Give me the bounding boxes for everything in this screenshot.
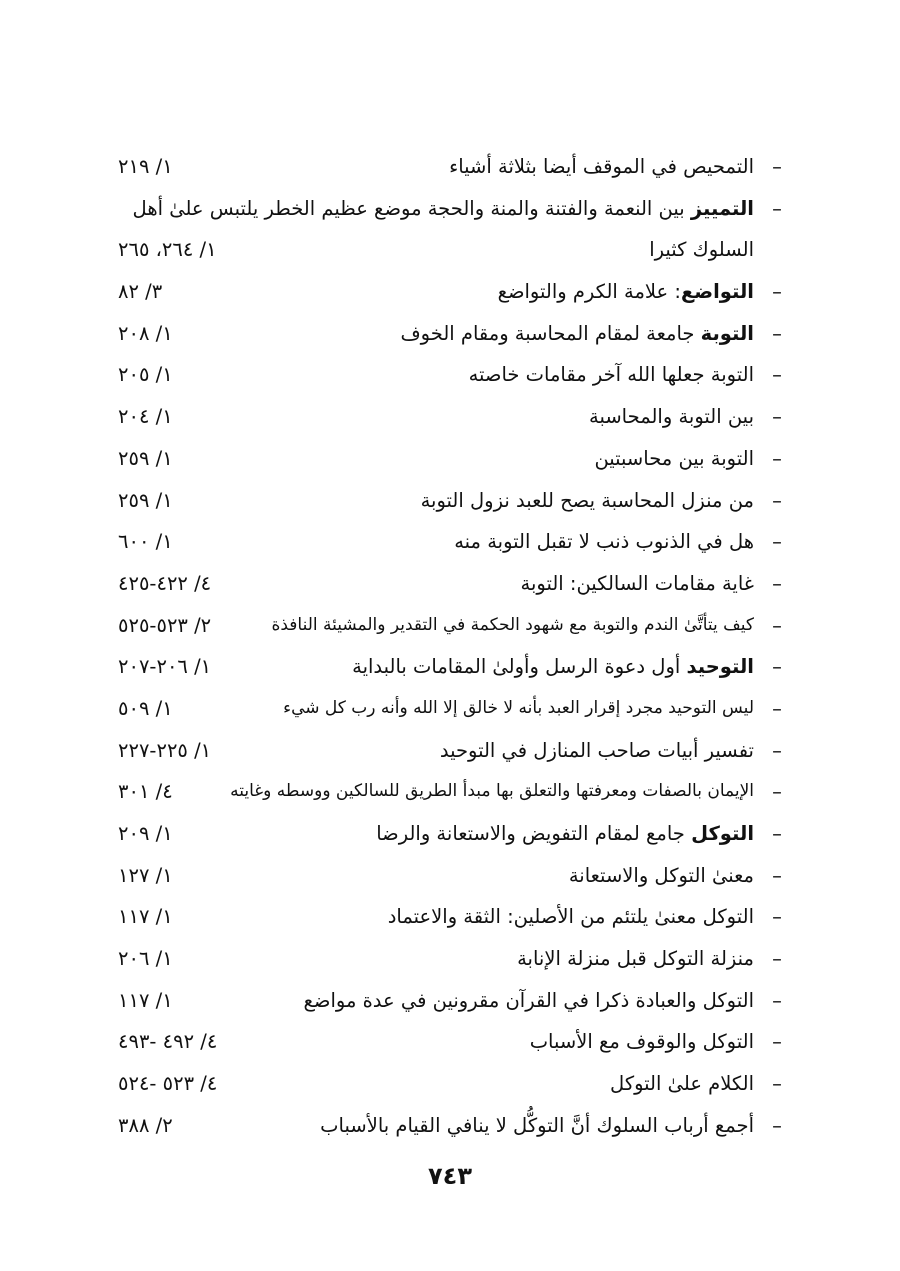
entry-description: التوكل معنىٰ يلتئم من الأصلين: الثقة والاعتماد bbox=[387, 905, 754, 929]
entry-dash: – bbox=[772, 446, 782, 470]
entry-text bbox=[589, 396, 754, 438]
entry-reference: ٣/ ٨٢ bbox=[118, 280, 163, 304]
entry-text bbox=[440, 730, 754, 772]
entry-text bbox=[283, 688, 754, 730]
entry-text bbox=[352, 646, 754, 688]
entry-description: جامعة لمقام المحاسبة ومقام الخوف bbox=[400, 321, 695, 345]
entry-text bbox=[569, 855, 754, 897]
entry-text bbox=[469, 354, 754, 396]
index-entry bbox=[118, 896, 786, 938]
entry-reference: ١/ ٢٥٩ bbox=[118, 488, 173, 512]
entry-dash: – bbox=[772, 988, 782, 1012]
entry-dash: – bbox=[772, 571, 782, 595]
index-entry bbox=[118, 188, 786, 271]
index-entry bbox=[118, 980, 786, 1022]
index-entry bbox=[118, 646, 786, 688]
entry-description: التوكل والوقوف مع الأسباب bbox=[529, 1030, 754, 1054]
entry-description: جامع لمقام التفويض والاستعانة والرضا bbox=[376, 822, 685, 846]
entry-description: منزلة التوكل قبل منزلة الإنابة bbox=[517, 947, 754, 971]
entry-description: أجمع أرباب السلوك أنَّ التوكُّل لا ينافي القيام بالأسباب bbox=[320, 1113, 754, 1137]
index-entry bbox=[118, 771, 786, 813]
entry-description: بين النعمة والفتنة والمنة والحجة موضع عظيم الخطر يلتبس علىٰ أهل السلوك كثيرا bbox=[132, 196, 754, 262]
entry-dash: – bbox=[772, 613, 782, 637]
index-entry bbox=[118, 938, 786, 980]
entry-description: : علامة الكرم والتواضع bbox=[497, 280, 681, 304]
entry-description: بين التوبة والمحاسبة bbox=[588, 405, 754, 429]
entry-dash: – bbox=[772, 196, 782, 220]
entry-description: التمحيص في الموقف أيضا بثلاثة أشياء bbox=[449, 155, 754, 178]
index-entry bbox=[118, 730, 786, 772]
entry-text bbox=[388, 896, 754, 938]
entry-dash: – bbox=[772, 155, 782, 178]
entry-dash: – bbox=[772, 1030, 782, 1054]
entry-text bbox=[498, 271, 754, 313]
entry-dash: – bbox=[772, 321, 782, 345]
entry-description: تفسير أبيات صاحب المنازل في التوحيد bbox=[439, 738, 754, 762]
entry-dash: – bbox=[772, 1113, 782, 1137]
entry-text bbox=[271, 605, 754, 647]
index-entry bbox=[118, 688, 786, 730]
entry-term: التوبة bbox=[700, 321, 754, 345]
entry-dash: – bbox=[772, 363, 782, 387]
entry-reference: ١/ ٢٢٥-٢٢٧ bbox=[118, 738, 212, 762]
entry-term: التوكل bbox=[691, 822, 754, 846]
entry-dash: – bbox=[772, 780, 782, 804]
entry-reference: ٤/ ٣٠١ bbox=[118, 780, 173, 804]
index-entry bbox=[118, 521, 786, 563]
entry-text bbox=[517, 938, 754, 980]
entry-description: التوبة بين محاسبتين bbox=[594, 446, 754, 470]
entry-text bbox=[530, 1021, 754, 1063]
entry-reference: ١/ ٢٠٩ bbox=[118, 822, 173, 846]
entry-text bbox=[400, 313, 754, 355]
entry-reference: ١/ ٢٦٤، ٢٦٥ bbox=[118, 238, 217, 262]
entry-dash: – bbox=[772, 905, 782, 929]
entry-reference: ٤/ ٤٩٢ -٤٩٣ bbox=[118, 1030, 218, 1054]
entry-description: كيف يتأتَّىٰ الندم والتوبة مع شهود الحكمة في التقدير والمشيئة النافذة bbox=[271, 614, 754, 635]
entry-description: غاية مقامات السالكين: التوبة bbox=[520, 571, 754, 595]
entry-text bbox=[449, 146, 754, 188]
entry-reference: ١/ ١١٧ bbox=[118, 905, 173, 929]
entry-text bbox=[376, 813, 754, 855]
entry-dash: – bbox=[772, 405, 782, 429]
index-entry bbox=[118, 1105, 786, 1147]
entry-text bbox=[230, 771, 754, 813]
index-entry bbox=[118, 480, 786, 522]
index-entry bbox=[118, 146, 786, 188]
entry-text bbox=[594, 438, 754, 480]
entry-description: من منزل المحاسبة يصح للعبد نزول التوبة bbox=[420, 488, 754, 512]
entry-text bbox=[454, 521, 754, 563]
entry-reference: ١/ ١٢٧ bbox=[118, 863, 173, 887]
index-entry bbox=[118, 354, 786, 396]
entry-reference: ١/ ٦٠٠ bbox=[118, 530, 173, 554]
index-entry bbox=[118, 855, 786, 897]
entry-description: التوكل والعبادة ذكرا في القرآن مقرونين في عدة مواضع bbox=[303, 988, 754, 1012]
index-entry bbox=[118, 271, 786, 313]
entry-reference: ١/ ٥٠٩ bbox=[118, 696, 173, 720]
entry-reference: ١/ ٢٠٤ bbox=[118, 405, 173, 429]
page-number: ٧٤٣ bbox=[428, 1162, 472, 1190]
entry-dash: – bbox=[772, 863, 782, 887]
entry-description: معنىٰ التوكل والاستعانة bbox=[568, 863, 754, 887]
entry-text bbox=[421, 480, 754, 522]
entry-reference: ١/ ١١٧ bbox=[118, 988, 173, 1012]
entry-description: أول دعوة الرسل وأولىٰ المقامات بالبداية bbox=[352, 655, 681, 679]
entry-reference: ١/ ٢٠٦ bbox=[118, 947, 173, 971]
entry-description: التوبة جعلها الله آخر مقامات خاصته bbox=[468, 363, 754, 387]
entry-reference: ١/ ٢٥٩ bbox=[118, 446, 173, 470]
entry-reference: ٢/ ٥٢٣-٥٢٥ bbox=[118, 613, 212, 637]
entry-dash: – bbox=[772, 280, 782, 304]
entry-reference: ١/ ٢٠٥ bbox=[118, 363, 173, 387]
index-entry bbox=[118, 1021, 786, 1063]
entry-description: ليس التوحيد مجرد إقرار العبد بأنه لا خالق إلا الله وأنه رب كل شيء bbox=[283, 697, 754, 718]
entry-dash: – bbox=[772, 822, 782, 846]
entry-reference: ١/ ٢٠٨ bbox=[118, 321, 173, 345]
entry-dash: – bbox=[772, 947, 782, 971]
index-entry bbox=[118, 396, 786, 438]
entry-dash: – bbox=[772, 655, 782, 679]
entry-description: الكلام علىٰ التوكل bbox=[610, 1072, 754, 1096]
entry-reference: ٢/ ٣٨٨ bbox=[118, 1113, 173, 1137]
index-entries bbox=[118, 146, 786, 1147]
index-entry bbox=[118, 563, 786, 605]
entry-description: هل في الذنوب ذنب لا تقبل التوبة منه bbox=[454, 530, 754, 554]
entry-text bbox=[320, 1105, 754, 1147]
entry-text bbox=[520, 563, 754, 605]
entry-dash: – bbox=[772, 488, 782, 512]
entry-dash: – bbox=[772, 1072, 782, 1096]
index-entry bbox=[118, 438, 786, 480]
entry-dash: – bbox=[772, 530, 782, 554]
entry-reference: ٤/ ٥٢٣ -٥٢٤ bbox=[118, 1072, 218, 1096]
entry-reference: ١/ ٢٠٦-٢٠٧ bbox=[118, 655, 212, 679]
entry-text bbox=[304, 980, 754, 1022]
entry-term: التمييز bbox=[690, 196, 754, 220]
index-entry bbox=[118, 1063, 786, 1105]
index-entry bbox=[118, 313, 786, 355]
entry-text bbox=[610, 1063, 754, 1105]
entry-dash: – bbox=[772, 696, 782, 720]
entry-dash: – bbox=[772, 738, 782, 762]
entry-reference: ١/ ٢١٩ bbox=[118, 155, 173, 178]
index-entry bbox=[118, 813, 786, 855]
entry-reference: ٤/ ٤٢٢-٤٢٥ bbox=[118, 571, 212, 595]
index-entry bbox=[118, 605, 786, 647]
entry-term: التواضع bbox=[680, 280, 754, 304]
entry-description: الإيمان بالصفات ومعرفتها والتعلق بها مبدأ الطريق للسالكين ووسطه وغايته bbox=[230, 781, 754, 802]
entry-term: التوحيد bbox=[686, 655, 754, 679]
